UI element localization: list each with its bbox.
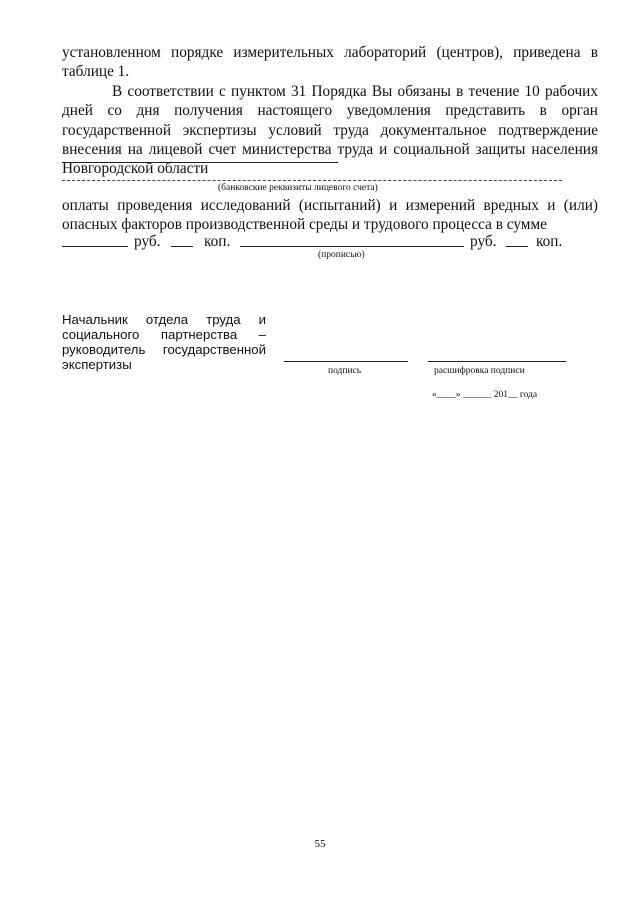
signature-decoding-line <box>428 361 566 362</box>
kop-label: коп. <box>204 233 231 250</box>
page-number: 55 <box>314 838 326 850</box>
signature-decoding-caption: расшифровка подписи <box>434 366 525 376</box>
paragraph-obligation: В соответствии с пунктом 31 Порядка Вы обязаны в течение 10 рабочих дней со дня получения настоящего уведомления представить в орган государственной экспертизы условий труда документальное подтверждение внесения на лицевой счет министерства труда и социальной защиты населения Новгородской области <box>62 83 598 178</box>
bank-details-line-2 <box>62 180 562 181</box>
signature-caption: подпись <box>328 366 362 376</box>
paragraph-payment-purpose: оплаты проведения исследований (испытаний) и измерений вредных и (или) опасных факторов производственной среды и трудового процесса в сумме <box>62 197 598 234</box>
paragraph-lab-table: установленном порядке измерительных лабораторий (центров), приведена в таблице 1. <box>62 44 598 81</box>
bank-details-line-1 <box>62 162 338 163</box>
amount-words-blank <box>240 246 464 247</box>
in-words-caption: (прописью) <box>318 250 365 260</box>
signature-line <box>284 361 408 362</box>
bank-details-caption: (банковские реквизиты лицевого счета) <box>218 183 378 193</box>
amount-kop-blank <box>171 246 193 247</box>
amount-rub-blank <box>62 246 128 247</box>
signer-title: Начальник отдела труда и социального партнерства – руководитель государственной экспертизы <box>62 312 266 372</box>
kop-label-words: коп. <box>536 233 563 250</box>
rub-label-words: руб. <box>470 233 497 250</box>
date-line: «____» ______ 201__ года <box>432 390 538 400</box>
rub-label: руб. <box>134 233 161 250</box>
amount-words-kop-blank <box>506 246 528 247</box>
